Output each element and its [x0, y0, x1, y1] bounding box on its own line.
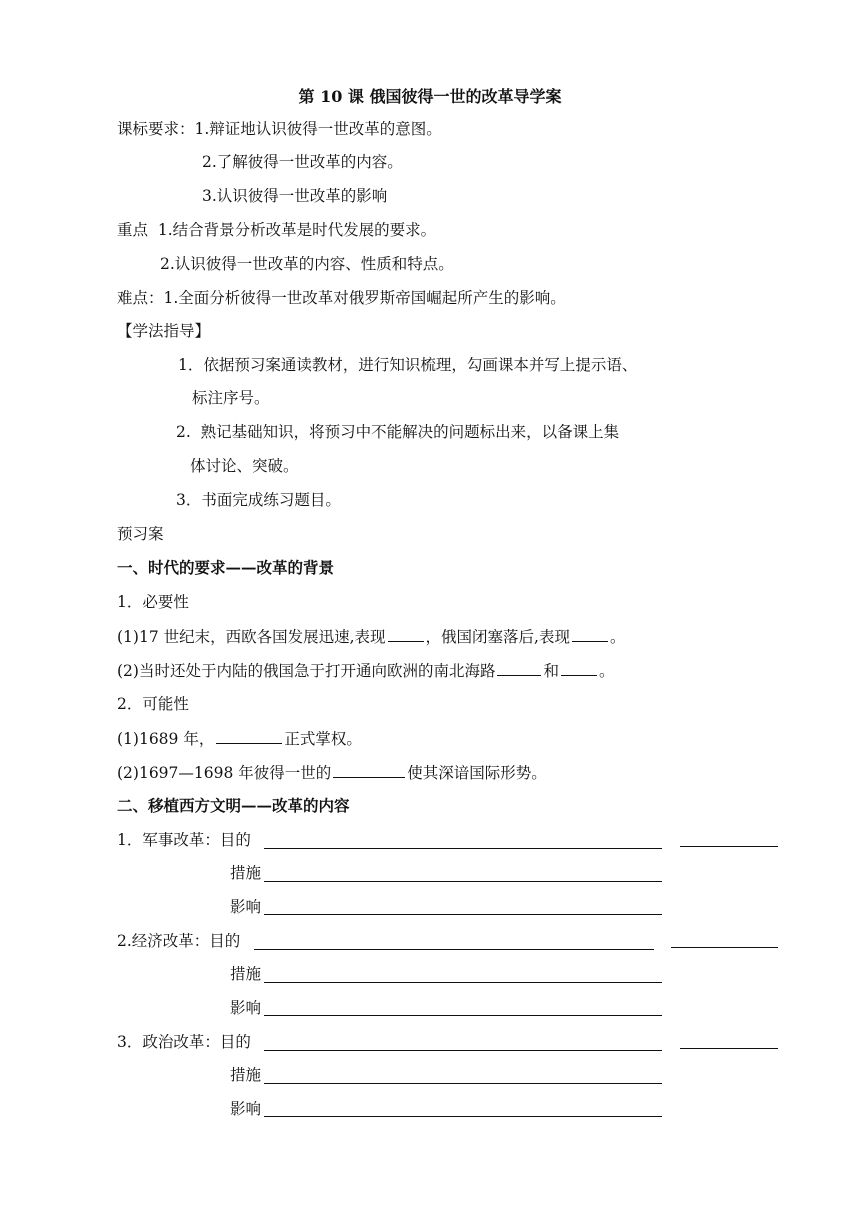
key-points-line-1	[117, 219, 436, 241]
answer-line[interactable]	[264, 1050, 662, 1051]
answer-line[interactable]	[264, 982, 662, 983]
answer-line[interactable]	[264, 1015, 662, 1016]
method-item-text-cont: 体讨论、突破。	[190, 457, 299, 475]
page-title: 第 10 课 俄国彼得一世的改革导学案	[298, 87, 562, 106]
answer-line[interactable]	[254, 949, 654, 950]
method-item-num: 1．	[178, 356, 204, 374]
question-text: (1)17 世纪末，西欧各国发展迅速,表现	[117, 628, 386, 646]
difficulty-label: 难点：	[117, 289, 164, 307]
impact-label: 影响	[230, 999, 262, 1017]
answer-blank[interactable]	[333, 761, 405, 778]
possibility-label: 2．可能性	[117, 695, 189, 713]
answer-line[interactable]	[264, 848, 662, 849]
key-points-label: 重点	[117, 221, 149, 239]
standards-item: 2.了解彼得一世改革的内容。	[202, 153, 403, 171]
measures-label: 措施	[230, 1066, 262, 1084]
necessity-label: 1．必要性	[117, 593, 189, 611]
method-item-3	[176, 489, 341, 511]
standards-line-1	[117, 118, 442, 140]
method-item-text: 书面完成练习题目。	[201, 491, 341, 509]
section-2-heading: 二、移植西方文明——改革的内容	[117, 796, 350, 815]
question-text: 和	[543, 662, 559, 680]
measures-label: 措施	[230, 864, 262, 882]
question-text: 。	[609, 628, 626, 646]
method-item-text: 依据预习案通读教材，进行知识梳理，勾画课本并写上提示语、	[203, 356, 638, 374]
reform-label: 1．军事改革：	[117, 831, 220, 849]
purpose-label: 目的	[209, 932, 241, 950]
answer-line-short[interactable]	[671, 947, 778, 948]
answer-line-short[interactable]	[680, 846, 778, 847]
question-text: (2)当时还处于内陆的俄国急于打开通向欧洲的南北海路	[117, 662, 496, 680]
reform-label: 2.经济改革：	[117, 932, 210, 950]
method-item-text-cont: 标注序号。	[192, 389, 270, 407]
answer-blank[interactable]	[497, 659, 541, 676]
necessity-question-1	[117, 625, 626, 648]
possibility-question-1	[117, 727, 362, 750]
difficulty-line	[117, 287, 566, 309]
question-text: 。	[598, 662, 615, 680]
standards-item: 1.辩证地认识彼得一世改革的意图。	[194, 120, 442, 138]
method-item-num: 2.	[176, 423, 191, 441]
question-text: ，俄国闭塞落后,表现	[425, 628, 570, 646]
impact-label: 影响	[230, 1100, 262, 1118]
possibility-question-2	[117, 761, 547, 784]
answer-line-short[interactable]	[680, 1048, 778, 1049]
question-text: 使其深谙国际形势。	[407, 764, 547, 782]
difficulty-text: 1.全面分析彼得一世改革对俄罗斯帝国崛起所产生的影响。	[163, 289, 566, 307]
method-item-1	[178, 354, 637, 376]
impact-label: 影响	[230, 898, 262, 916]
question-text: 正式掌权。	[284, 730, 362, 748]
preview-label: 预习案	[117, 525, 164, 543]
question-text: (2)1697—1698 年彼得一世的	[117, 764, 332, 782]
key-point-item: 1.结合背景分析改革是时代发展的要求。	[157, 221, 437, 239]
reform-economic-label	[117, 930, 240, 952]
reform-military-label	[117, 829, 251, 851]
method-item-num: 3．	[176, 491, 202, 509]
reform-political-label	[117, 1031, 251, 1053]
answer-blank[interactable]	[561, 659, 597, 676]
answer-line[interactable]	[264, 881, 662, 882]
method-heading: 【学法指导】	[117, 322, 211, 340]
measures-label: 措施	[230, 965, 262, 983]
method-item-text: 熟记基础知识，将预习中不能解决的问题标出来，以备课上集	[200, 423, 620, 441]
standards-item: 3.认识彼得一世改革的影响	[202, 187, 388, 205]
key-point-item: 2.认识彼得一世改革的内容、性质和特点。	[160, 255, 454, 273]
question-text: (1)1689 年，	[117, 730, 215, 748]
method-item-2	[176, 421, 619, 443]
answer-blank[interactable]	[216, 727, 282, 744]
reform-label: 3．政治改革：	[117, 1033, 220, 1051]
section-1-heading: 一、时代的要求——改革的背景	[117, 558, 335, 577]
answer-blank[interactable]	[388, 625, 424, 642]
answer-blank[interactable]	[572, 625, 608, 642]
standards-label: 课标要求：	[117, 120, 195, 138]
purpose-label: 目的	[219, 1033, 251, 1051]
answer-line[interactable]	[264, 914, 662, 915]
necessity-question-2	[117, 659, 615, 682]
purpose-label: 目的	[219, 831, 251, 849]
answer-line[interactable]	[264, 1083, 662, 1084]
answer-line[interactable]	[264, 1116, 662, 1117]
